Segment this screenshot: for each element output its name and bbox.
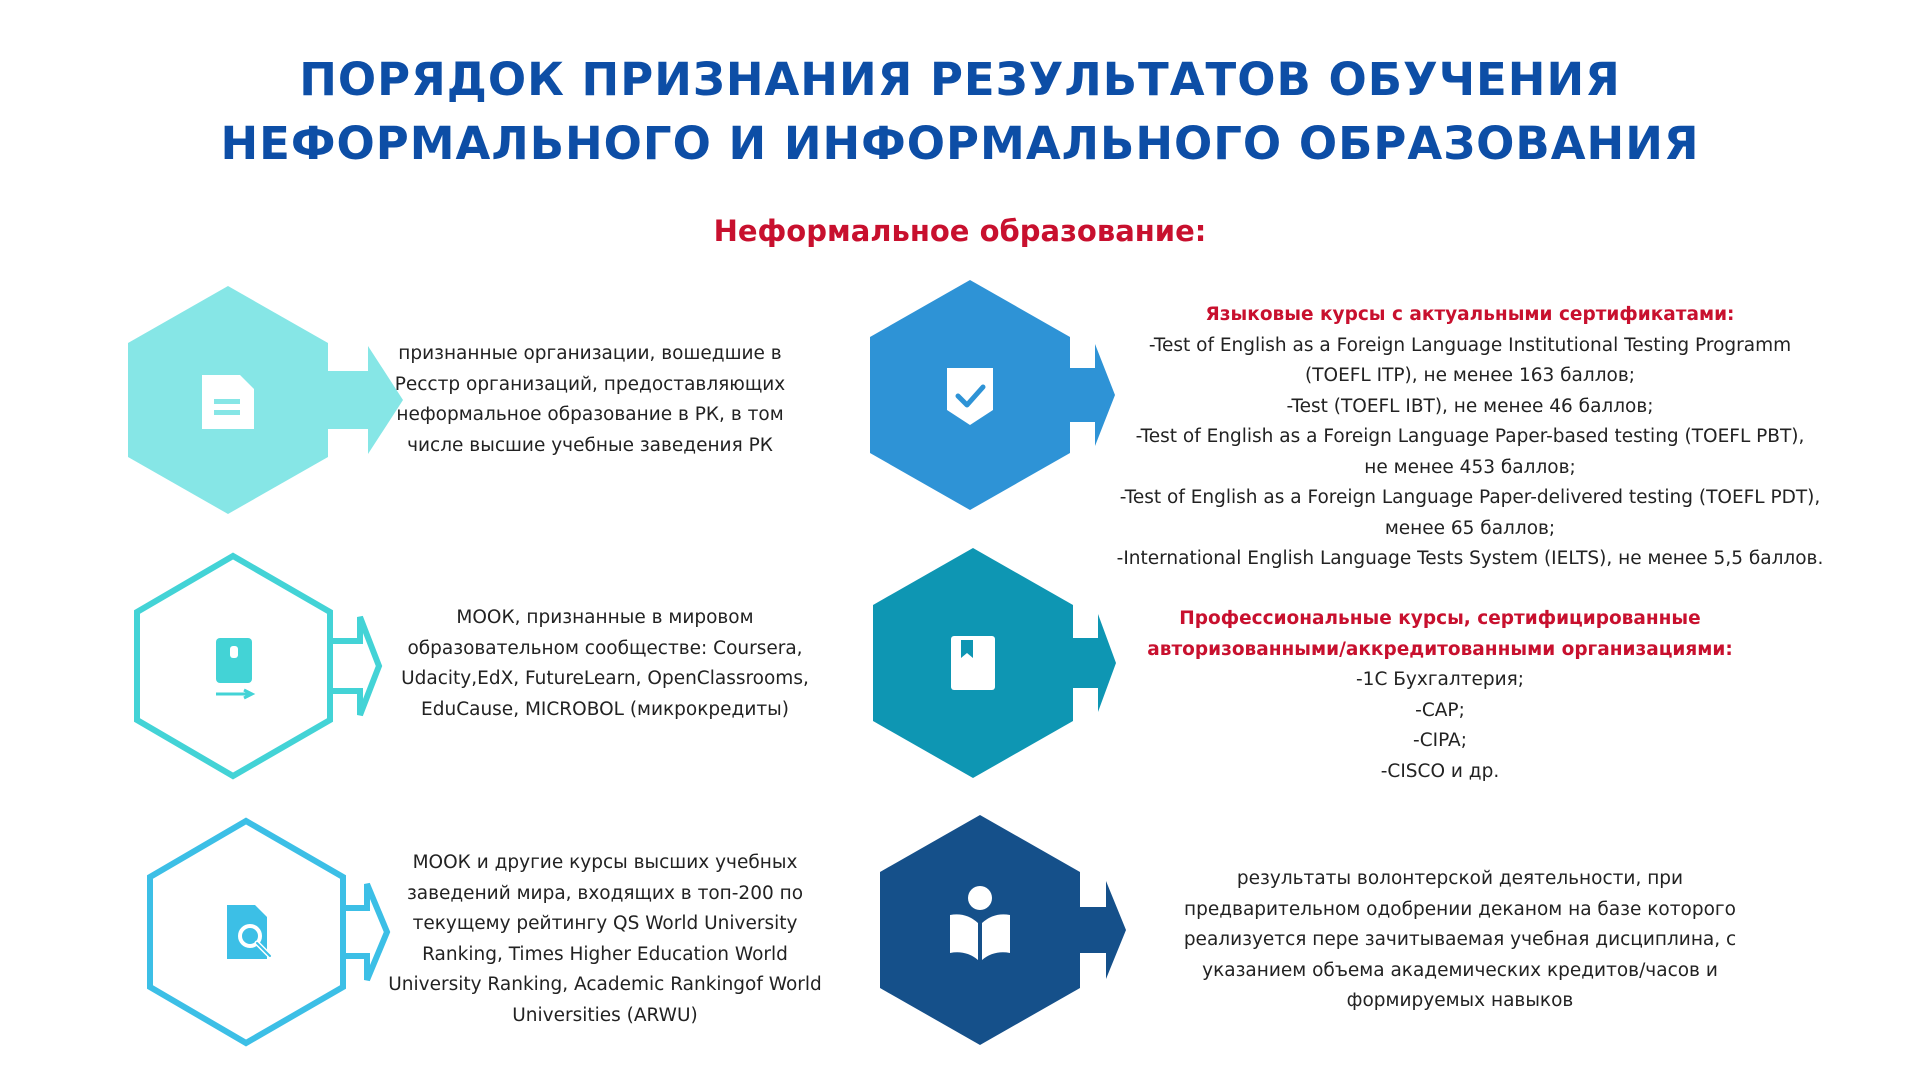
item-5-line-4: -CISCO и др. bbox=[1380, 760, 1500, 782]
item-2-text bbox=[360, 603, 850, 725]
item-4-line-7: менее 65 баллов; bbox=[1384, 517, 1556, 539]
item-5-line-3: -CIPA; bbox=[1413, 730, 1467, 751]
item-4-line-6: -Test of English as a Foreign Language Paper-delivered testing (TOEFL PDT), bbox=[1119, 487, 1821, 508]
title-line-2: НЕФОРМАЛЬНОГО И ИНФОРМАЛЬНОГО ОБРАЗОВАНИЯ bbox=[220, 117, 1700, 170]
item-3-line-5: University Ranking, Academic Rankingof World bbox=[388, 974, 822, 995]
item-4-line-1: -Test of English as a Foreign Language Institutional Testing Programm bbox=[1148, 334, 1792, 356]
hex-item-5 bbox=[873, 548, 1123, 778]
tablet-icon bbox=[216, 638, 252, 698]
item-3-line-1: МООК и другие курсы высших учебных bbox=[412, 852, 798, 873]
bookmark-book-icon bbox=[951, 636, 995, 690]
section-subtitle: Неформальное образование: bbox=[713, 214, 1207, 248]
hex-item-4 bbox=[870, 280, 1120, 510]
item-3-line-4: Ranking, Times Higher Education World bbox=[422, 943, 788, 965]
item-1-line-4: числе высшие учебные заведения РК bbox=[407, 434, 773, 456]
item-6-line-5: формируемых навыков bbox=[1346, 990, 1574, 1011]
item-6-line-3: реализуется пере зачитываемая учебная дисциплина, с bbox=[1183, 929, 1737, 950]
page-title bbox=[0, 48, 1920, 176]
item-4-line-8: -International English Language Tests System (IELTS), не менее 5,5 баллов. bbox=[1116, 548, 1824, 569]
hex-item-2 bbox=[134, 553, 384, 779]
item-5-heading-1: Профессиональные курсы, сертифицированные bbox=[1179, 608, 1701, 629]
item-3-text bbox=[360, 848, 850, 1031]
item-5-heading-2: авторизованными/аккредитованными организациями: bbox=[1147, 638, 1733, 660]
item-2-line-1: МООК, признанные в мировом bbox=[456, 607, 754, 628]
item-5-line-1: -1С Бухгалтерия; bbox=[1356, 669, 1524, 690]
item-1-text bbox=[330, 339, 850, 461]
item-4-line-5: не менее 453 баллов; bbox=[1364, 456, 1576, 478]
hex-item-6 bbox=[880, 815, 1130, 1045]
item-3-line-2: заведений мира, входящих в топ-200 по bbox=[406, 882, 804, 904]
item-6-line-1: результаты волонтерской деятельности, при bbox=[1236, 868, 1684, 889]
item-3-line-6: Universities (ARWU) bbox=[512, 1004, 698, 1026]
item-1-line-2: Pесстр организаций, предоставляющих bbox=[394, 373, 786, 395]
search-document-icon bbox=[227, 905, 270, 959]
title-line-1: ПОРЯДОК ПРИЗНАНИЯ РЕЗУЛЬТАТОВ ОБУЧЕНИЯ bbox=[299, 53, 1621, 106]
item-2-line-2: образовательном сообществе: Coursera, bbox=[407, 637, 803, 659]
item-5-line-2: -САР; bbox=[1415, 699, 1465, 721]
item-6-line-2: предварительном одобрении деканом на базе которого bbox=[1184, 898, 1736, 920]
item-2-line-4: EduCause, MICROBOL (микрокредиты) bbox=[421, 698, 789, 720]
item-4-line-4: -Test of English as a Foreign Language Paper-based testing (TOEFL PBT), bbox=[1135, 426, 1805, 447]
item-5-text bbox=[1130, 604, 1750, 787]
item-4-heading: Языковые курсы с актуальными сертификатами: bbox=[1205, 304, 1735, 325]
item-1-line-3: неформальное образование в РК, в том bbox=[396, 404, 784, 425]
item-4-line-3: -Test (TOEFL IBT), не менее 46 баллов; bbox=[1286, 395, 1654, 417]
document-icon bbox=[202, 375, 254, 429]
item-6-text bbox=[1150, 864, 1770, 1017]
item-4-line-2: (TOEFL ITP), не менее 163 баллов; bbox=[1305, 365, 1635, 386]
item-1-line-1: признанные организации, вошедшие в bbox=[398, 343, 782, 364]
item-6-line-4: указанием объема академических кредитов/часов и bbox=[1202, 959, 1718, 981]
item-2-line-3: Udacity,EdX, FutureLearn, OpenClassrooms, bbox=[401, 668, 809, 689]
item-4-text bbox=[1100, 300, 1840, 575]
item-3-line-3: текущему рейтингу QS World University bbox=[412, 913, 798, 934]
